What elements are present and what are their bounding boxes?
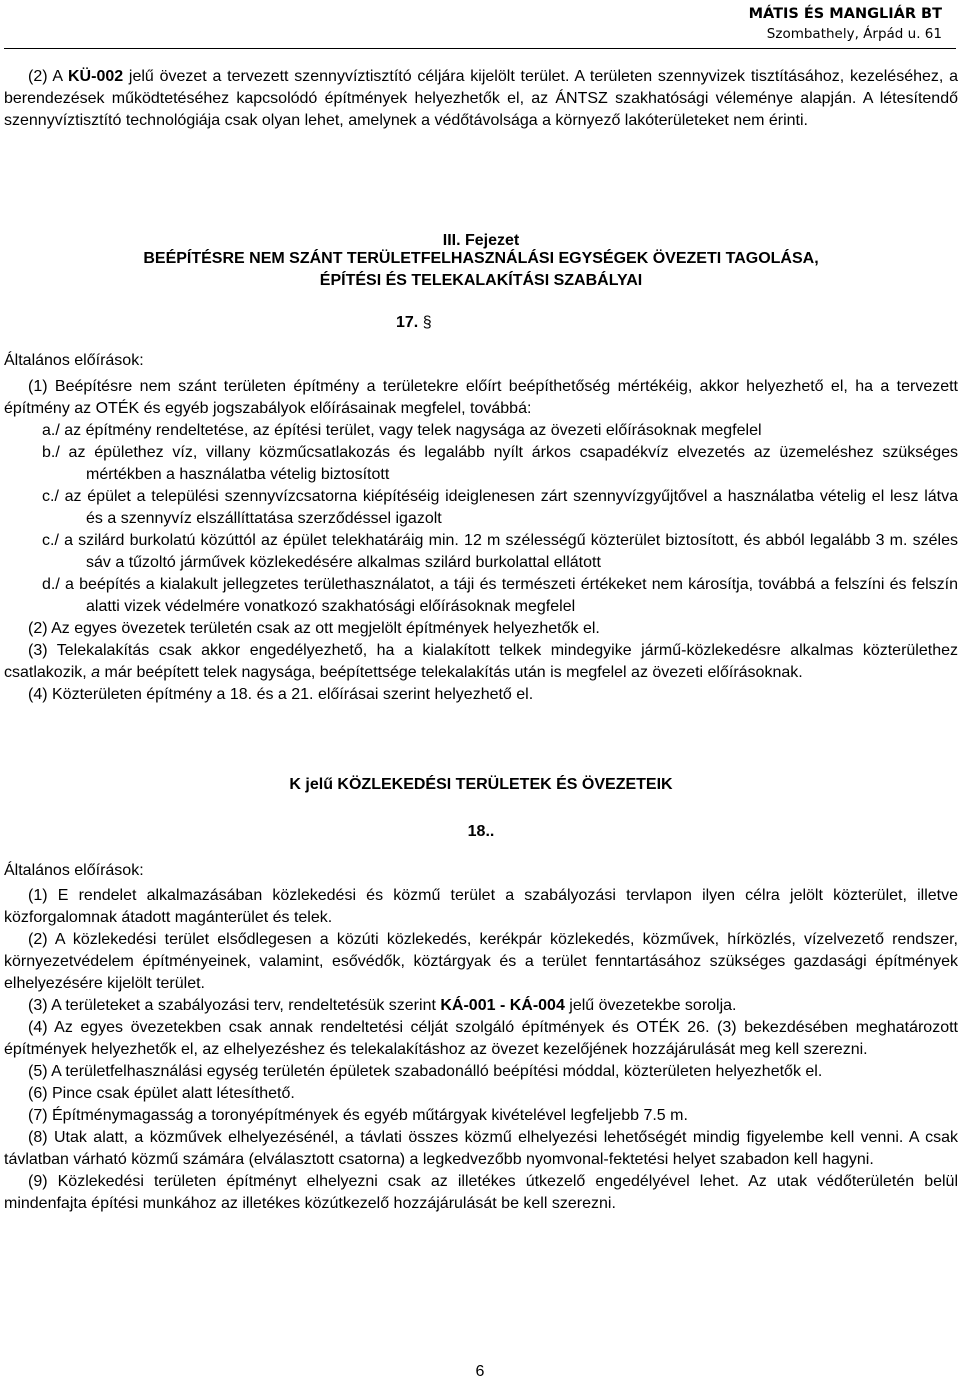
page-header: [749, 4, 942, 44]
s18-paragraph-9: (9) Közlekedési területen építményt elhelyezni csak az illetékes útkezelő engedélyével lehet. Az utak védőterületén belül mindenfajta építési munkához az illetékes közútkezelő hozzájárulását be kell szerezni.: [4, 1173, 958, 1212]
s17-item-b: b./ az épülethez víz, villany közműcsatlakozás és legalább nyílt árkos csapadékvíz elvezetés az üzemeléshez szükséges mértékben a használatba vételig biztosított: [42, 444, 958, 483]
s17-paragraph-3: (3) Telekalakítás csak akkor engedélyezhető, ha a kialakított telkek mindegyike jármű-közlekedésre alkalmas közterülethez csatlakozik, a már beépített telek nagysága, beépítettsége telekalakítás után is megfelel az övezeti előírásoknak.: [4, 642, 958, 681]
section-17-number: 17. §: [396, 314, 432, 331]
s18-paragraph-3: (3) A területeket a szabályozási terv, rendeltetésük szerint KÁ-001 - KÁ-004 jelű övezetekbe sorolja.: [28, 997, 737, 1014]
chapter-title-line1: BEÉPÍTÉSRE NEM SZÁNT TERÜLETFELHASZNÁLÁSI EGYSÉGEK ÖVEZETI TAGOLÁSA,: [143, 250, 819, 267]
chapter-label: III. Fejezet: [442, 232, 520, 249]
section-17-general-label: Általános előírások:: [4, 352, 144, 369]
s17-item-a: a./ az építmény rendeltetése, az építési terület, vagy telek nagysága az övezeti előírásoknak megfelel: [42, 422, 762, 439]
s18-paragraph-1: (1) E rendelet alkalmazásában közlekedési és közmű terület a szabályozási tervlapon ilyen célra jelölt közterület, illetve közforgalomnak átadott magánterület és telek.: [4, 887, 958, 926]
company-address: Szombathely, Árpád u. 61: [766, 26, 942, 42]
s18-paragraph-4: (4) Az egyes övezetekben csak annak rendeltetési célját szolgáló építmények és OTÉK 26. (3) bekezdésében meghatározott építmények helyezhetők el, az elhelyezéshez és telekalakításhoz az övezet kezelőjének hozzájárulását meg kell szerezni.: [4, 1019, 958, 1058]
section-18-general-label: Általános előírások:: [4, 862, 144, 879]
intro-paragraph: [4, 66, 958, 132]
section-18-number: 18..: [467, 823, 495, 840]
zone-code: KÜ-002: [68, 68, 124, 85]
zone-range: KÁ-001 - KÁ-004: [440, 997, 565, 1014]
s17-paragraph-4: (4) Közterületen építmény a 18. és a 21. előírásai szerint helyezhető el.: [28, 686, 534, 703]
k-section-title: K jelű KÖZLEKEDÉSI TERÜLETEK ÉS ÖVEZETEIK: [289, 776, 673, 793]
emphasis-a: a: [91, 664, 101, 681]
page-number: 6: [475, 1363, 485, 1380]
s18-paragraph-5: (5) A területfelhasználási egység területén épületek szabadonálló beépítési móddal, közterületen helyezhetők el.: [28, 1063, 823, 1080]
s18-paragraph-6: (6) Pince csak épület alatt létesíthető.: [28, 1085, 295, 1102]
s17-item-d: d./ a beépítés a kialakult jellegzetes területhasználatot, a táji és természeti értékeket nem károsítja, továbbá a felszíni és felszín alatti vizek védelmére vonatkozó szakhatósági előírásoknak megfelel: [42, 576, 958, 615]
section-17-body: [4, 376, 958, 706]
s18-paragraph-2: (2) A közlekedési terület elsődlegesen a közúti közlekedés, kerékpár közlekedés, közművek, hírközlés, vízelvezető rendszer, környezetvédelem építményeinek, valamint, esővédők, köztárgyak és a terület fenntartásához szükséges gazdasági építmények elhelyezésére kijelölt terület.: [4, 931, 958, 992]
header-divider: [4, 48, 956, 49]
s17-item-c2: c./ a szilárd burkolatú közúttól az épület telekhatáráig min. 12 m szélességű közterület biztosított, és abból legalább 3 m. széles sáv a tűzoltó járművek közlekedésére alkalmas szilárd burkolattal ellátott: [42, 532, 958, 571]
s18-paragraph-7: (7) Építménymagasság a toronyépítmények és egyéb műtárgyak kivételével legfeljebb 7.5 m.: [28, 1107, 688, 1124]
company-name: MÁTIS ÉS MANGLIÁR BT: [748, 6, 942, 22]
intro-start: (2) A: [28, 68, 68, 85]
intro-rest: jelű övezet a tervezett szennyvíztisztító céljára kijelölt terület. A területen szennyvizek tisztításához, kezeléséhez, a berendezések működtetéséhez kapcsolódó építmények helyezhetők el, az ÁNTSZ szakhatósági véleménye alapján. A létesítendő szennyvíztisztító technológiája csak olyan lehet, amelynek a védőtávolsága a környező lakóterületeket nem érinti.: [4, 68, 959, 129]
chapter-title-line2: ÉPÍTÉSI ÉS TELEKALAKÍTÁSI SZABÁLYAI: [319, 272, 643, 289]
s17-item-c1: c./ az épület a települési szennyvízcsatorna kiépítéséig ideiglenesen zárt szennyvízgyűjtővel a használatba vételig el lesz látva és a szennyvíz elszállíttatása szerződéssel igazolt: [42, 488, 958, 527]
s17-paragraph-1: (1) Beépítésre nem szánt területen építmény a területekre előírt beépíthetőség mértékéig, akkor helyezhető el, ha a tervezett építmény az OTÉK és egyéb jogszabályok előírásainak megfelel, továbbá:: [4, 378, 958, 417]
s18-paragraph-8: (8) Utak alatt, a közművek elhelyezésénél, a távlati összes közmű elhelyezési lehetőségét mindig figyelembe kell venni. A csak távlatban várható közmű számára (elválasztott csatorna) a legkedvezőbb nyomvonal-fektetési helyet szabadon kell hagyni.: [4, 1129, 958, 1168]
s17-paragraph-2: (2) Az egyes övezetek területén csak az ott megjelölt építmények helyezhetők el.: [28, 620, 600, 637]
section-18-body: [4, 885, 958, 1215]
